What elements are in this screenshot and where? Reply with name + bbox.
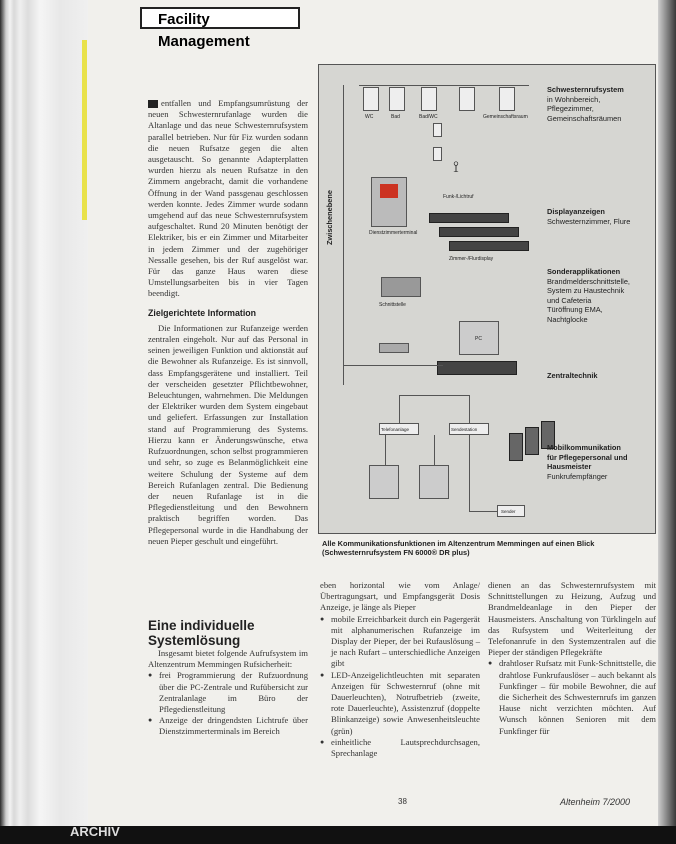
call-panel-icon xyxy=(421,87,437,111)
figure-caption: Alle Kommunikationsfunktionen im Altenzentrum Memmingen auf einen Blick (Schwesternrufsystem FN 6000® DR plus) xyxy=(322,539,595,558)
column-1-lower xyxy=(148,648,308,738)
modem-icon xyxy=(379,343,409,353)
label-central-tech: Zentraltechnik xyxy=(547,371,598,380)
body-paragraph: Die Informationen zur Rufanzeige werden zentralen eingeholt. Nur auf das Personal in seinen jeweiligen Funktion und aktionstät auf die Bewohner als Rufanzeige. Es ist sinnvoll, dass Empfangsgerätene und installiert. Teil der verscheiden gesetzter Pflichtbewohner, Beleuchtungen, wahrnehmen. Die Meldungen der Elektriker wurden dem System eingebaut und geliefert. Erfassungen zur Installation stand auf Programmierung des Systems. Hierzu kann er Änderungswünsche, etwa Rufzuordnungen, schon selbst programmieren und sehr, so zuge es Belanmöglichkeit eine weitere Schulung der Systeme auf dem Bereich Rufanlagen zentral. Die Bedienung der neuen Rufanlage ist in die Pflegedienstleitung und den Bewohnern praktisch begriffen worden. Das Pflegepersonal wurde in die Handhabung der neuen Pieper geschult und eingeführt. xyxy=(148,322,308,546)
journal-issue: Altenheim 7/2000 xyxy=(560,797,631,807)
col3-intro: dienen an das Schwesternrufsystem mit Schnittstellungen zu Heizung, Aufzug und Brandmeldeanlage in den Pieper der Hausmeisters. Anschaltung von Türklingeln auf das Rufsystem und Weiterleitung der Telefonanrufe in den Systemzentralen auf die Pieper der ständigen Pflegekräfte xyxy=(488,580,656,658)
col2-intro: eben horizontal wie vom Anlage/Übertragungsart, und Empfangsgerät Dosis Anzeige, je länge als Pieper xyxy=(320,580,480,613)
bullet-item: ● LED-Anzeigelichtleuchten mit separaten Anzeigen für Schwesternruf (ohne mit Dauerleuchten), Notrufbetrieb (zweite, rote Dauerleuchte), Assistenzruf (doppelte Blinkanzeige) sowie Anwesenheitsleuchte (grün) xyxy=(320,670,480,737)
label-mobile-comm: Mobilkommunikation für Pflegepersonal und Hausmeister Funkrufempfänger xyxy=(547,443,628,481)
bullet-item: ● einheitliche Lautsprechdurchsagen, Sprechanlage xyxy=(320,737,480,759)
room-label: Gemeinschaftsraum xyxy=(483,114,528,120)
bottom-text: ARCHIV xyxy=(70,824,120,839)
call-panel-icon xyxy=(459,87,475,111)
call-panel-icon xyxy=(499,87,515,111)
pager-icon xyxy=(509,433,523,461)
page-number: 38 xyxy=(398,797,407,806)
phone-icon xyxy=(419,465,449,499)
label-nurse-call: Schwesternrufsystem in Wohnbereich, Pflegezimmer, Gemeinschaftsräumen xyxy=(547,85,624,123)
phone-icon xyxy=(369,465,399,499)
interface-label: Schnittstelle xyxy=(379,302,406,308)
bullet-item: ● mobile Erreichbarkeit durch ein Pagergerät mit alphanumerischen Rufanzeige im Display der Pieper, der bei Rufauslösung – je nach Rufart – unterschiedliche Anzeigen gibt xyxy=(320,614,480,670)
keyboard-icon xyxy=(437,361,517,375)
intro-paragraph: entfallen und Empfangsumrüstung der neuen Schwesternrufanlage wurden die Altanlage und das neue Schwesternrufsystem parallel betrieben. Nur für Fiz wurden sodann die neuen Rufsatze gegen die alten ausgetauscht. So genannte Adapterplatten wurden hierzu als neuen Rufsatze in den Zimmern angebracht, damit die vorhandene Öffnung in der Wand passgenau geschlossen werden konnte. Jedes Zimmer wurde sodann umgehend auf das neue Schwesternrufsystem aufgeschaltet. Rund 20 Minuten benötigt der Elektriker, bis er ein Zimmer und Mitarbeiter in jedem Zimmer und der zugehöriger Nessalle gesehen, bis der Ruf ausgelöst war. Für das ganze Haus waren diese Umstellungsarbeiten bis in vier Tagen beendigt. xyxy=(148,98,308,299)
display-icon xyxy=(449,241,529,251)
display-icon xyxy=(429,213,509,223)
sender-label: Sender xyxy=(501,509,516,514)
subheading: Zielgerichtete Information xyxy=(148,307,257,318)
terminal-device-icon xyxy=(371,177,407,227)
square-icon xyxy=(148,100,158,108)
display-label: Zimmer-/Flurdisplay xyxy=(449,256,494,262)
call-button-icon xyxy=(433,123,442,137)
terminal-label: Dienstzimmerterminal xyxy=(369,230,418,236)
label-displays: Displayanzeigen Schwesternzimmer, Flure xyxy=(547,207,631,226)
highlight-strip xyxy=(82,40,87,220)
label-special-apps: Sonderapplikationen Brandmelderschnittstelle, System zu Haustechnik und Cafeteria Türöffnung EMA, Nachtglocke xyxy=(547,267,630,324)
bullet-item: ● drahtloser Rufsatz mit Funk-Schnittstelle, die drahtlose Funkrufauslöser – auch bekannt als Funkfinger – für mobile Bewohner, die auf die Sicherheit des Schwesternrufs im ganzen Hause nicht verzichten möchten. Auf Wunsch können Senioren mit dem Funkfinger für xyxy=(488,658,656,736)
call-panel-icon xyxy=(363,87,379,111)
system-diagram xyxy=(318,64,656,534)
antenna-label: Funk-/Lichtruf xyxy=(443,194,474,200)
section-heading: Eine individuelle Systemlösung xyxy=(148,618,255,648)
column-1 xyxy=(148,98,308,547)
room-label: Bad xyxy=(391,114,400,120)
pc-label: PC xyxy=(475,336,482,342)
hub-label: Telefonanlage xyxy=(381,427,410,432)
vertical-label: Zwischenebene xyxy=(325,189,334,245)
room-label: WC xyxy=(365,114,374,120)
page-edge xyxy=(658,0,676,844)
column-3 xyxy=(488,580,656,737)
bullet-item: ● Anzeige der dringendsten Lichtrufe über Dienstzimmerterminals im Bereich xyxy=(148,715,308,737)
bullet-item: ● frei Programmierung der Rufzuordnung über die PC-Zentrale und Rufübersicht zur Zentralanlage im Büro der Pflegedienstleitung xyxy=(148,670,308,715)
display-icon xyxy=(439,227,519,237)
body-paragraph-2: Insgesamt bietet folgende Aufrufsystem im Altenzentrum Memmingen Rufsicherheit: xyxy=(148,648,308,670)
pager-icon xyxy=(525,427,539,455)
call-button-icon xyxy=(433,147,442,161)
call-panel-icon xyxy=(389,87,405,111)
hub-label: Sendestation xyxy=(451,427,478,432)
antenna-icon: ⟟ xyxy=(453,159,459,176)
room-label: Bad/WC xyxy=(419,114,438,120)
column-2 xyxy=(320,580,480,759)
interface-box-icon xyxy=(381,277,421,297)
section-header: Facility Management xyxy=(140,7,300,29)
